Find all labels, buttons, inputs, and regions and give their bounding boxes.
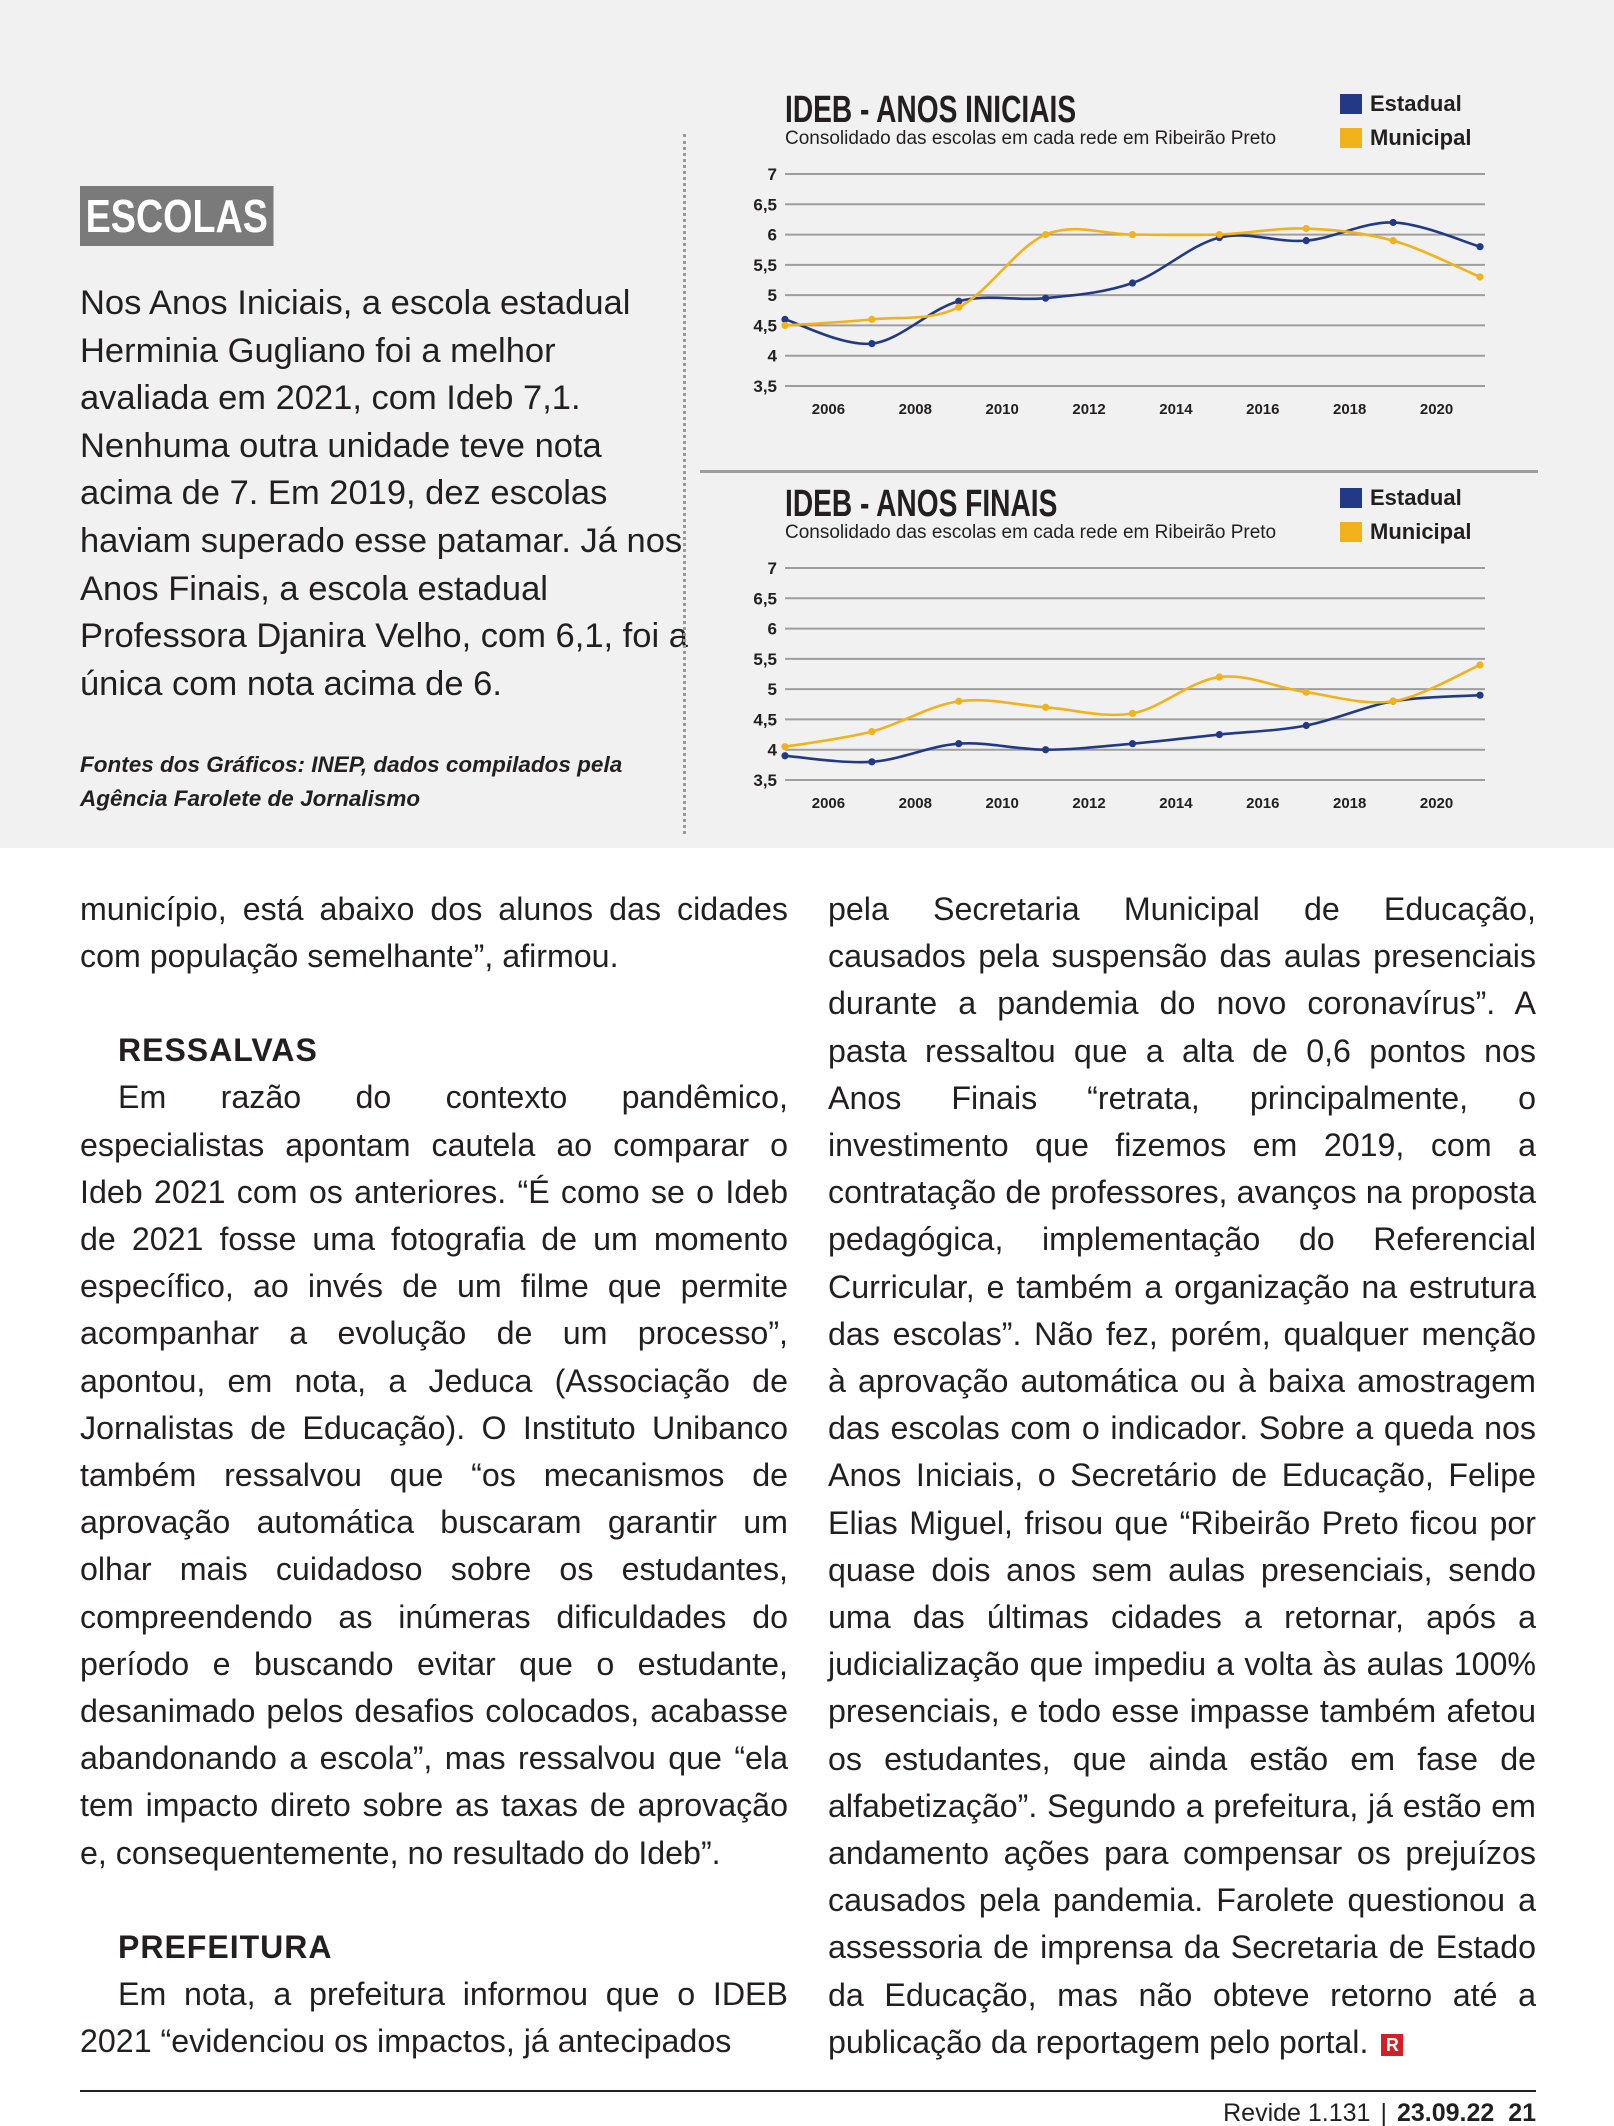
intro-text: Nos Anos Iniciais, a escola estadual Herminia Gugliano foi a melhor avaliada em 2021, com Ideb 7,1. Nenhuma outra unidade teve nota acima de 7. Em 2019, dez escolas haviam superado esse patamar. Já nos Anos Finais, a escola estadual Professora Djanira Velho, com 6,1, foi a única com nota acima de 6.: [80, 284, 688, 703]
legend-swatch-municipal: [1340, 128, 1362, 148]
x-tick-label: 2010: [985, 795, 1019, 812]
dotted-divider: [683, 134, 686, 834]
legend-swatch-estadual: [1340, 488, 1362, 508]
data-point-estadual: [1303, 722, 1310, 729]
x-tick-label: 2014: [1159, 401, 1193, 418]
x-tick-label: 2020: [1419, 401, 1454, 418]
paragraph: Em razão do contexto pandêmico, especialistas apontam cautela ao comparar o Ideb 2021 com os anteriores. “É como se o Ideb de 2021 fosse uma fotografia de um momento específico, ao invés de um filme que permite acompanhar a evolução de um processo”, apontou, em nota, a Jeduca (Associação de Jornalistas de Educação). O Instituto Unibanco também ressalvou que “os mecanismos de aprovação automática buscaram garantir um olhar mais cuidadoso sobre os estudantes, compreendendo as inúmeras dificuldades do período e buscando evitar que o estudante, desanimado pelos desafios colocados, acabasse abandonando a escola”, mas ressalvou que “ela tem impacto direto sobre as taxas de aprovação e, consequentemente, no resultado do Ideb”.: [80, 1079, 788, 1871]
chart-anos-iniciais: [700, 160, 1500, 420]
x-tick-label: 2012: [1072, 795, 1106, 812]
y-tick-label: 7: [767, 165, 777, 184]
y-tick-label: 4,5: [753, 316, 777, 336]
data-point-estadual: [781, 752, 788, 759]
data-point-municipal: [1390, 237, 1397, 244]
footer-separator: |: [1380, 2099, 1387, 2126]
data-point-municipal: [955, 304, 962, 311]
y-tick-label: 5,5: [753, 649, 777, 669]
data-point-municipal: [1476, 661, 1483, 668]
x-tick-label: 2018: [1333, 795, 1367, 812]
data-point-municipal: [1042, 231, 1049, 238]
y-tick-label: 6: [767, 619, 777, 639]
legend-item-municipal: [1340, 515, 1471, 549]
y-tick-label: 3,5: [753, 771, 777, 790]
x-tick-label: 2008: [898, 795, 932, 812]
y-tick-label: 3,5: [753, 377, 777, 396]
data-point-estadual: [1303, 237, 1310, 244]
data-point-municipal: [955, 698, 962, 705]
data-point-municipal: [1042, 704, 1049, 711]
chart-subtitle-finais: Consolidado das escolas em cada rede em Ribeirão Preto: [785, 522, 1277, 543]
data-point-municipal: [1129, 710, 1136, 717]
x-tick-label: 2008: [898, 401, 932, 418]
series-line-municipal: [785, 228, 1480, 325]
paragraph: município, está abaixo dos alunos das cidades com população semelhante”, afirmou.: [80, 891, 788, 975]
legend-swatch-estadual: [1340, 94, 1362, 114]
data-point-municipal: [1476, 273, 1483, 280]
chart-legend-iniciais: [1340, 87, 1471, 155]
data-point-estadual: [1042, 295, 1049, 302]
x-tick-label: 2016: [1246, 795, 1280, 812]
legend-label: Municipal: [1370, 519, 1472, 544]
data-point-municipal: [781, 743, 788, 750]
chart-anos-finais: [700, 554, 1500, 814]
data-point-estadual: [1476, 692, 1483, 699]
data-point-estadual: [1042, 746, 1049, 753]
y-tick-label: 4,5: [753, 710, 777, 730]
legend-item-estadual: [1340, 87, 1471, 121]
legend-item-municipal: [1340, 121, 1471, 155]
series-line-estadual: [785, 695, 1480, 762]
publication-issue: Revide 1.131: [1223, 2099, 1371, 2126]
legend-label: Estadual: [1370, 91, 1462, 116]
subheading-ressalvas: RESSALVAS: [118, 1032, 318, 1069]
data-point-estadual: [868, 758, 875, 765]
chart-separator: [700, 470, 1538, 473]
chart-title-finais: IDEB - ANOS FINAIS: [785, 483, 1058, 525]
footer-rule: [80, 2090, 1536, 2092]
chart-title-iniciais: IDEB - ANOS INICIAIS: [785, 89, 1077, 131]
data-point-estadual: [1390, 219, 1397, 226]
x-tick-label: 2020: [1419, 795, 1454, 812]
x-tick-label: 2006: [811, 795, 846, 812]
x-tick-label: 2006: [811, 401, 846, 418]
y-tick-label: 4: [767, 346, 777, 366]
data-point-municipal: [1303, 689, 1310, 696]
data-point-municipal: [781, 322, 788, 329]
y-tick-label: 6: [767, 225, 777, 245]
issue-date: 23.09.22: [1396, 2099, 1495, 2126]
data-point-municipal: [868, 728, 875, 735]
sources-note: Fontes dos Gráficos: INEP, dados compilados pela Agência Farolete de Jornalismo: [80, 752, 623, 811]
x-tick-label: 2010: [985, 401, 1019, 418]
y-tick-label: 5: [767, 286, 777, 306]
paragraph-end: [828, 886, 1536, 2066]
y-tick-label: 7: [767, 559, 777, 578]
data-point-municipal: [1390, 698, 1397, 705]
x-tick-label: 2012: [1072, 401, 1106, 418]
revide-end-mark-icon: R: [1381, 2034, 1403, 2056]
data-point-estadual: [868, 340, 875, 347]
data-point-municipal: [1129, 231, 1136, 238]
chart-legend-finais: [1340, 481, 1471, 549]
page-number: 21: [1508, 2099, 1536, 2126]
data-point-estadual: [1216, 731, 1223, 738]
page-footer: [1223, 2098, 1536, 2126]
data-point-estadual: [1129, 740, 1136, 747]
infographic-panel: [0, 0, 1614, 848]
chart-subtitle-iniciais: Consolidado das escolas em cada rede em Ribeirão Preto: [785, 128, 1277, 149]
legend-item-estadual: [1340, 481, 1471, 515]
legend-label: Estadual: [1370, 485, 1462, 510]
y-tick-label: 6,5: [753, 195, 777, 215]
data-point-municipal: [1216, 231, 1223, 238]
legend-swatch-municipal: [1340, 522, 1362, 542]
y-tick-label: 5: [767, 680, 777, 700]
subheading-prefeitura: PREFEITURA: [118, 1928, 333, 1965]
paragraph: pela Secretaria Municipal de Educação, causados pela suspensão das aulas presenciais durante a pandemia do novo coronavírus”. A pasta ressaltou que a alta de 0,6 pontos nos Anos Finais “retrata, principalmente, o investimento que fizemos em 2019, com a contratação de professores, avanços na proposta pedagógica, implementação do Referencial Curricular, e também a organização na estrutura das escolas”. Não fez, porém, qualquer menção à aprovação automática ou à baixa amostragem das escolas com o indicador. Sobre a queda nos Anos Iniciais, o Secretário de Educação, Felipe Elias Miguel, frisou que “Ribeirão Preto ficou por quase dois anos sem aulas presenciais, sendo uma das últimas cidades a retornar, após a judicialização que impediu a volta às aulas 100% presenciais, e todo esse impasse também afetou os estudantes, que ainda estão em fase de alfabetização”. Segundo a prefeitura, já estão em andamento ações para compensar os prejuízos causados pela pandemia. Farolete questionou a assessoria de imprensa da Secretaria de Estado da Educação, mas não obteve retorno até a publicação da reportagem pelo portal.: [828, 891, 1536, 2060]
article-column-left: [80, 886, 788, 2065]
x-tick-label: 2016: [1246, 401, 1280, 418]
y-tick-label: 6,5: [753, 589, 777, 609]
data-point-municipal: [868, 316, 875, 323]
legend-label: Municipal: [1370, 125, 1472, 150]
x-tick-label: 2018: [1333, 401, 1367, 418]
section-badge: ESCOLAS: [80, 186, 274, 246]
data-point-municipal: [1216, 673, 1223, 680]
article-column-right: [828, 886, 1536, 2066]
x-tick-label: 2014: [1159, 795, 1193, 812]
y-tick-label: 4: [767, 740, 777, 760]
paragraph: Em nota, a prefeitura informou que o IDEB 2021 “evidenciou os impactos, já antecipados: [80, 1975, 788, 2060]
y-tick-label: 5,5: [753, 255, 777, 275]
data-point-municipal: [1303, 225, 1310, 232]
data-point-estadual: [955, 740, 962, 747]
data-point-estadual: [1476, 243, 1483, 250]
data-point-estadual: [1129, 279, 1136, 286]
